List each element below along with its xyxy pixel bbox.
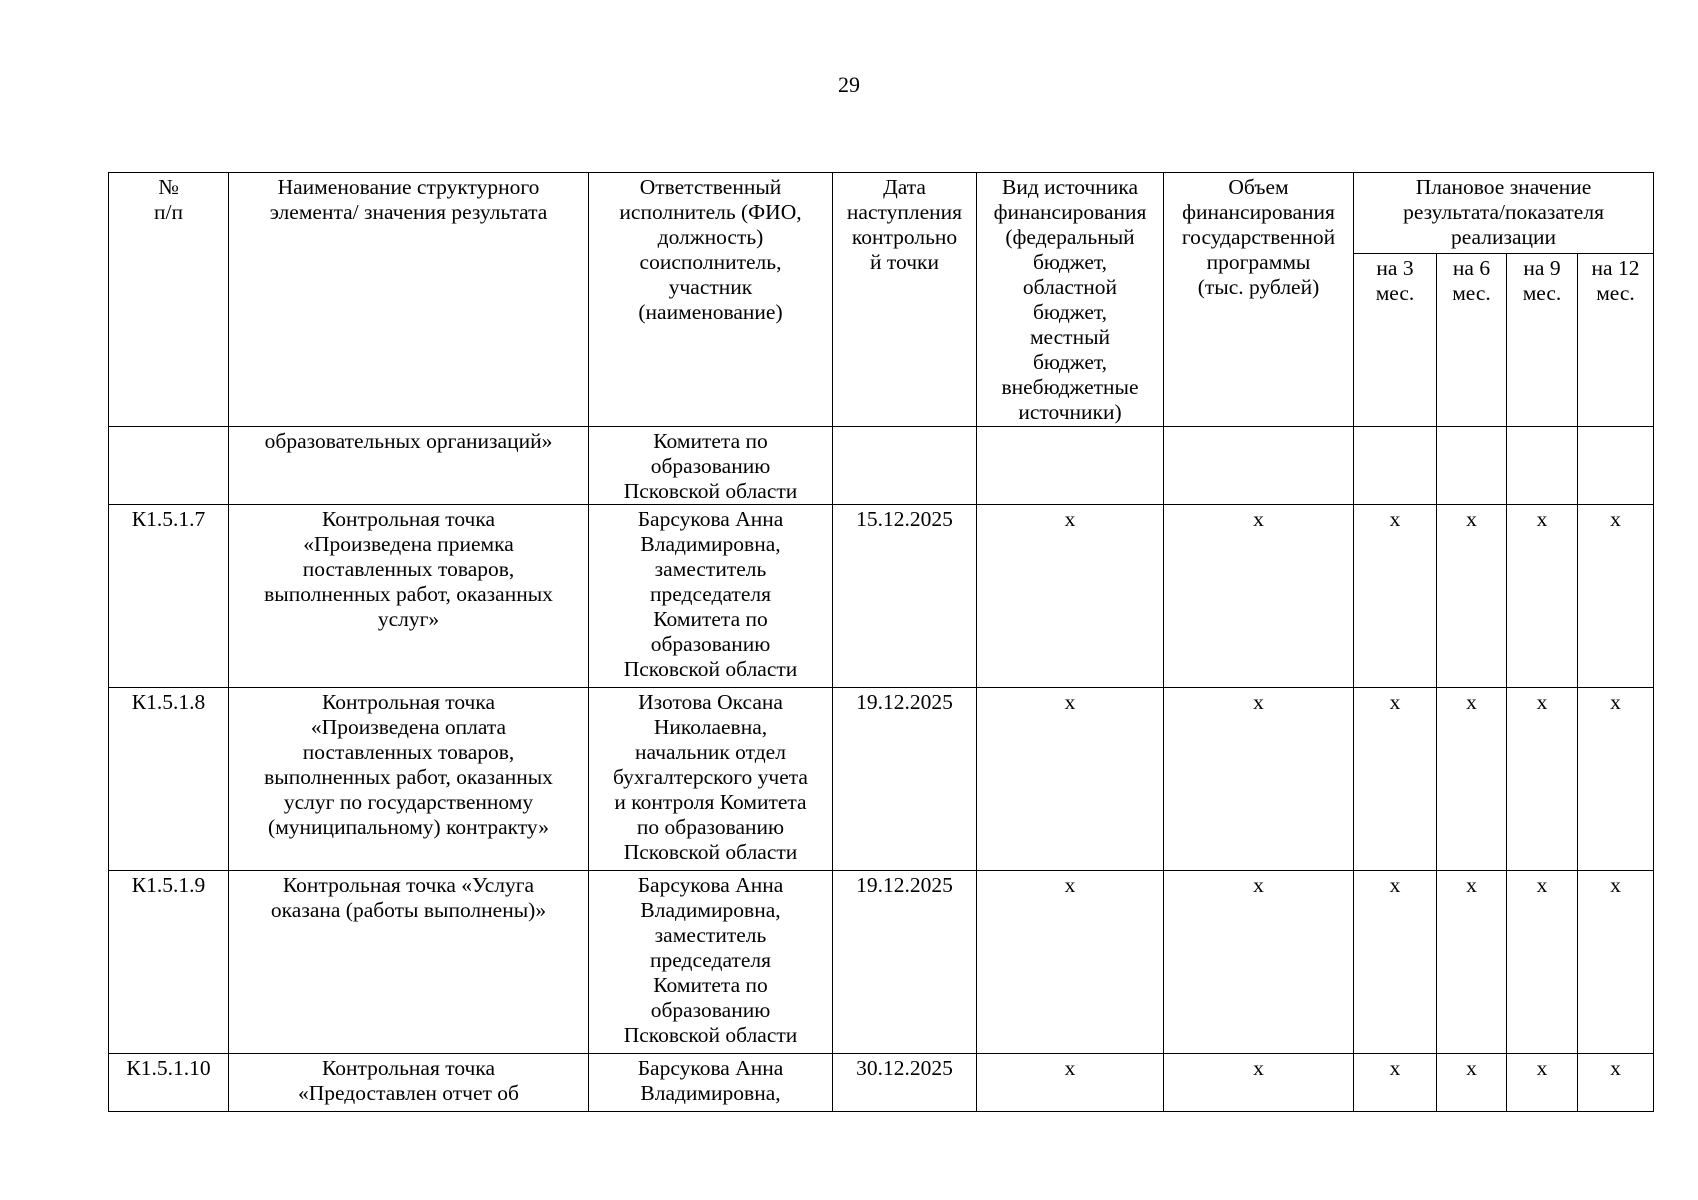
cell-m6: х	[1437, 688, 1507, 871]
cell-m6: х	[1437, 871, 1507, 1054]
cell-date: 19.12.2025	[833, 871, 977, 1054]
cell-responsible: Барсукова Анна Владимировна, заместитель председателя Комитета по образованию Псковской области	[589, 505, 833, 688]
header-name: Наименование структурного элемента/ значения результата	[229, 173, 589, 427]
cell-volume: х	[1164, 871, 1354, 1054]
cell-num: К1.5.1.10	[109, 1054, 229, 1112]
cell-responsible: Изотова Оксана Николаевна, начальник отдел бухгалтерского учета и контроля Комитета по образованию Псковской области	[589, 688, 833, 871]
header-source: Вид источника финансирования (федеральный бюджет, областной бюджет, местный бюджет, внебюджетные источники)	[977, 173, 1164, 427]
cell-m6	[1437, 427, 1507, 505]
cell-m12: х	[1578, 688, 1654, 871]
cell-name: образовательных организаций»	[229, 427, 589, 505]
cell-volume: х	[1164, 688, 1354, 871]
cell-responsible: Барсукова Анна Владимировна,	[589, 1054, 833, 1112]
header-row	[109, 173, 1654, 254]
cell-m9	[1507, 427, 1578, 505]
cell-name: Контрольная точка «Произведена оплата поставленных товаров, выполненных работ, оказанных услуг по государственному (муниципальному) контракту»	[229, 688, 589, 871]
cell-num: К1.5.1.9	[109, 871, 229, 1054]
table-row	[109, 427, 1654, 505]
cell-m3: х	[1354, 871, 1437, 1054]
header-m9: на 9 мес.	[1507, 254, 1578, 427]
header-planned: Плановое значение результата/показателя реализации	[1354, 173, 1654, 254]
header-responsible: Ответственный исполнитель (ФИО, должность) соисполнитель, участник (наименование)	[589, 173, 833, 427]
cell-responsible: Комитета по образованию Псковской области	[589, 427, 833, 505]
cell-m12: х	[1578, 1054, 1654, 1112]
cell-date	[833, 427, 977, 505]
header-m3: на 3 мес.	[1354, 254, 1437, 427]
header-m6: на 6 мес.	[1437, 254, 1507, 427]
cell-name: Контрольная точка «Предоставлен отчет об	[229, 1054, 589, 1112]
cell-m9: х	[1507, 871, 1578, 1054]
table-row	[109, 688, 1654, 871]
cell-m6: х	[1437, 505, 1507, 688]
cell-m12: х	[1578, 871, 1654, 1054]
cell-num	[109, 427, 229, 505]
cell-name: Контрольная точка «Услуга оказана (работы выполнены)»	[229, 871, 589, 1054]
cell-num: К1.5.1.7	[109, 505, 229, 688]
cell-volume: х	[1164, 505, 1354, 688]
table-row	[109, 871, 1654, 1054]
cell-source: х	[977, 871, 1164, 1054]
cell-date: 30.12.2025	[833, 1054, 977, 1112]
page-number: 29	[838, 72, 860, 97]
cell-date: 15.12.2025	[833, 505, 977, 688]
header-m12: на 12 мес.	[1578, 254, 1654, 427]
cell-m3: х	[1354, 1054, 1437, 1112]
cell-source	[977, 427, 1164, 505]
cell-m3: х	[1354, 688, 1437, 871]
header-volume: Объем финансирования государственной программы (тыс. рублей)	[1164, 173, 1354, 427]
table-row	[109, 505, 1654, 688]
cell-m6: х	[1437, 1054, 1507, 1112]
cell-source: х	[977, 688, 1164, 871]
cell-volume: х	[1164, 1054, 1354, 1112]
header-num: № п/п	[109, 173, 229, 427]
cell-name: Контрольная точка «Произведена приемка поставленных товаров, выполненных работ, оказанных услуг»	[229, 505, 589, 688]
cell-num: К1.5.1.8	[109, 688, 229, 871]
cell-volume	[1164, 427, 1354, 505]
cell-date: 19.12.2025	[833, 688, 977, 871]
cell-m12: х	[1578, 505, 1654, 688]
cell-source: х	[977, 1054, 1164, 1112]
cell-source: х	[977, 505, 1164, 688]
table-row	[109, 1054, 1654, 1112]
cell-m12	[1578, 427, 1654, 505]
cell-m3	[1354, 427, 1437, 505]
cell-m3: х	[1354, 505, 1437, 688]
plan-table	[108, 172, 1654, 1112]
cell-m9: х	[1507, 1054, 1578, 1112]
cell-m9: х	[1507, 505, 1578, 688]
cell-responsible: Барсукова Анна Владимировна, заместитель председателя Комитета по образованию Псковской области	[589, 871, 833, 1054]
header-date: Дата наступления контрольно й точки	[833, 173, 977, 427]
cell-m9: х	[1507, 688, 1578, 871]
